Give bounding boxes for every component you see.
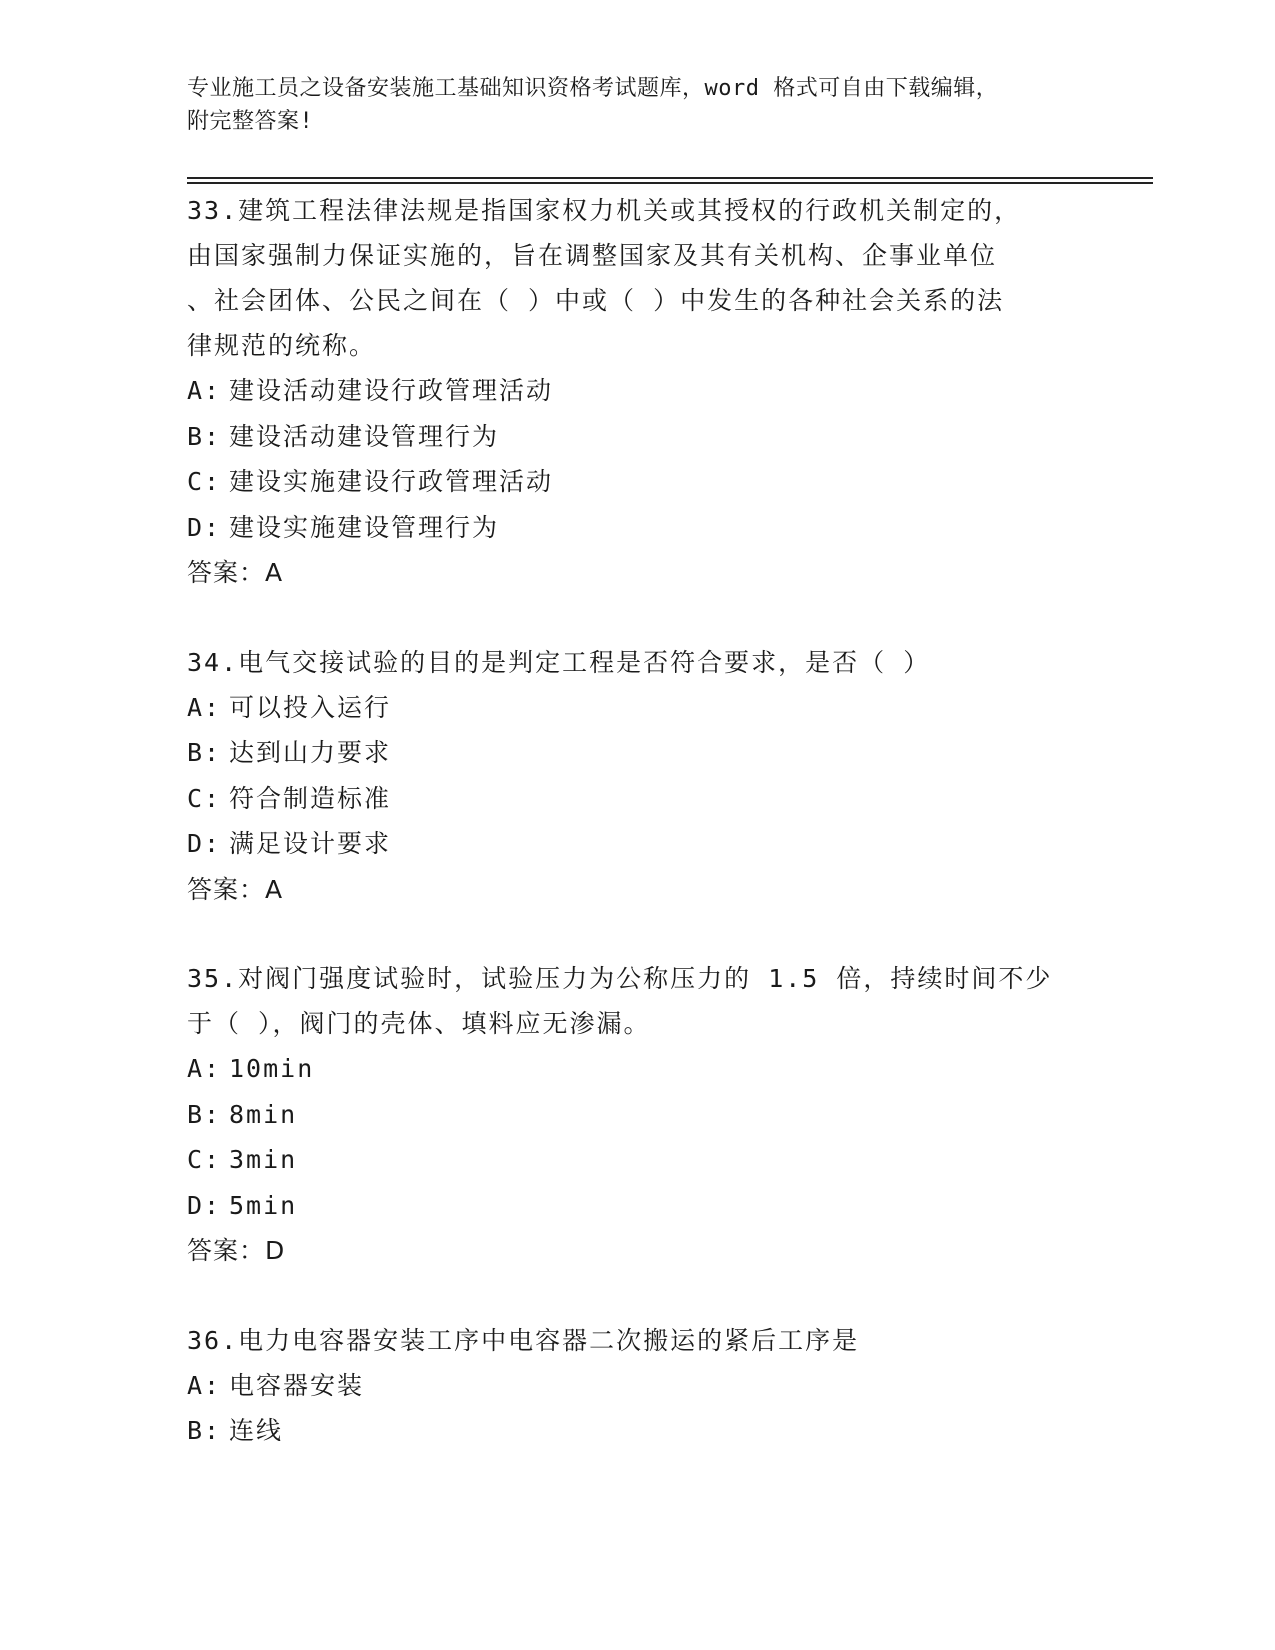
option-text: 5min: [229, 1190, 298, 1220]
option-text: 可以投入运行: [229, 692, 392, 722]
question-line: 由国家强制力保证实施的，旨在调整国家及其有关机构、企事业单位: [187, 241, 998, 270]
option-letter: B:: [187, 1416, 222, 1445]
option-letter: C:: [187, 783, 222, 813]
question-text: [187, 1318, 1087, 1363]
option-a: [187, 1363, 1087, 1409]
option-letter: D:: [187, 1190, 222, 1220]
option-text: 8min: [229, 1099, 298, 1129]
option-letter: A:: [187, 692, 222, 722]
option-text: 10min: [229, 1054, 315, 1083]
header-divider-top: [187, 177, 1153, 179]
option-c: [187, 459, 1087, 505]
option-letter: C:: [187, 467, 222, 496]
document-header: [187, 72, 1067, 138]
question-34: [187, 640, 1087, 913]
answer: 答案：A: [187, 874, 284, 904]
question-list: [187, 188, 1087, 1498]
question-line: 电力电容器安装工序中电容器二次搬运的紧后工序是: [238, 1325, 860, 1355]
option-text: 3min: [229, 1145, 298, 1174]
option-c: [187, 1137, 1087, 1183]
question-33: [187, 188, 1087, 596]
option-letter: D:: [187, 512, 222, 542]
question-number: 35.: [187, 964, 239, 993]
option-letter: A:: [187, 1370, 222, 1400]
header-divider-bottom: [187, 182, 1153, 184]
option-text: 满足设计要求: [229, 829, 392, 858]
option-text: 连线: [229, 1416, 284, 1445]
option-text: 建设活动建设行政管理活动: [229, 376, 554, 405]
question-text: [187, 956, 1087, 1001]
question-number: 36.: [187, 1325, 239, 1355]
option-text: 建设实施建设行政管理活动: [229, 467, 554, 496]
option-d: [187, 505, 1087, 551]
option-letter: C:: [187, 1145, 222, 1174]
option-letter: B:: [187, 421, 222, 451]
option-a: [187, 368, 1087, 414]
option-text: 符合制造标准: [229, 783, 392, 813]
option-d: [187, 821, 1087, 867]
option-b: [187, 1408, 1087, 1454]
option-b: [187, 1092, 1087, 1138]
option-a: [187, 1046, 1087, 1092]
option-b: [187, 730, 1087, 776]
answer: 答案：A: [187, 558, 284, 587]
option-letter: A:: [187, 376, 222, 405]
option-text: 电容器安装: [229, 1370, 365, 1400]
question-number: 33.: [187, 196, 239, 225]
question-text: [187, 188, 1087, 233]
option-letter: B:: [187, 1099, 222, 1129]
question-number: 34.: [187, 647, 239, 677]
question-text: [187, 640, 1087, 685]
question-line: 电气交接试验的目的是判定工程是否符合要求，是否（ ）: [238, 647, 931, 677]
option-a: [187, 685, 1087, 731]
answer: 答案：D: [187, 1236, 286, 1265]
header-line-2: 附完整答案!: [187, 109, 314, 134]
option-letter: D:: [187, 829, 222, 858]
question-line: 建筑工程法律法规是指国家权力机关或其授权的行政机关制定的，: [238, 196, 1022, 225]
question-line: 于（ ），阀门的壳体、填料应无渗漏。: [187, 1009, 651, 1038]
question-line: 、社会团体、公民之间在（ ）中或（ ）中发生的各种社会关系的法: [187, 286, 1005, 315]
option-text: 建设活动建设管理行为: [229, 421, 500, 451]
question-line: 律规范的统称。: [187, 331, 377, 360]
header-line-1: 专业施工员之设备安装施工基础知识资格考试题库，word 格式可自由下载编辑，: [187, 76, 999, 101]
option-letter: B:: [187, 738, 222, 767]
option-b: [187, 414, 1087, 460]
question-36: [187, 1318, 1087, 1454]
option-d: [187, 1183, 1087, 1229]
option-text: 达到山力要求: [229, 738, 392, 767]
question-35: [187, 956, 1087, 1274]
question-line: 对阀门强度试验时，试验压力为公称压力的 1.5 倍，持续时间不少: [238, 964, 1053, 993]
option-c: [187, 776, 1087, 822]
option-text: 建设实施建设管理行为: [229, 512, 500, 542]
option-letter: A:: [187, 1054, 222, 1083]
